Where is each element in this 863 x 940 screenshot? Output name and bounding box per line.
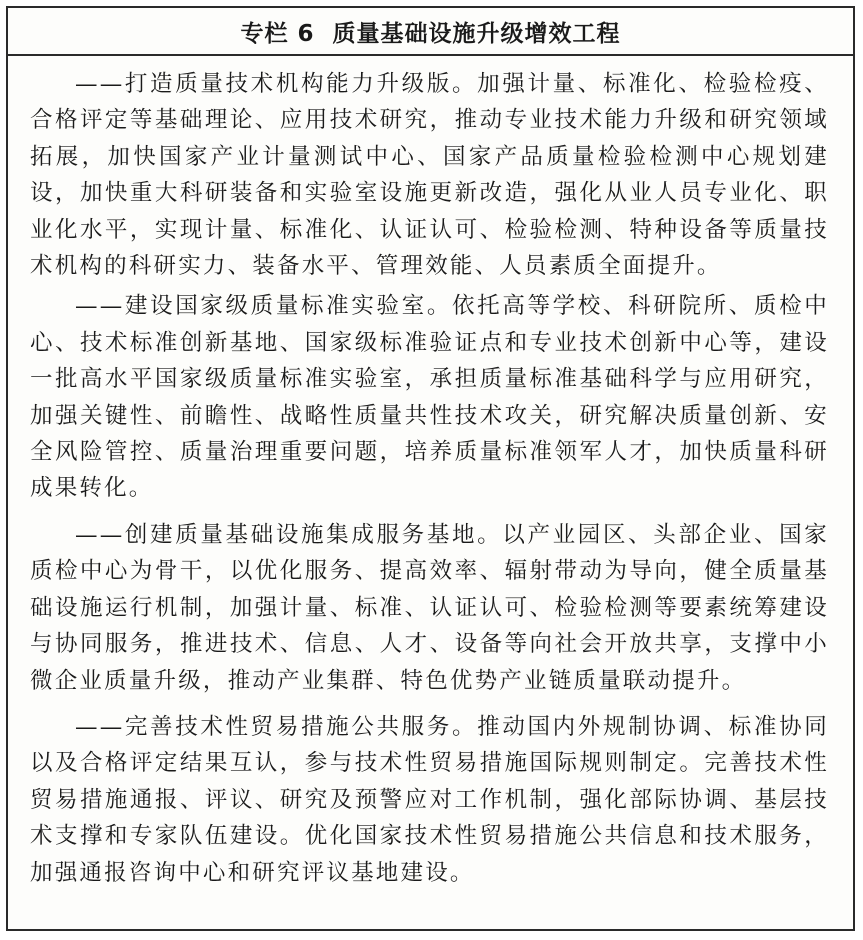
- column-label: 专栏 6: [240, 20, 315, 47]
- paragraph-2: ——建设国家级质量标准实验室。依托高等学校、科研院所、质检中心、技术标准创新基地、国家级标准验证点和专业技术创新中心等，建设一批高水平国家级质量标准实验室，承担质量标准基础科学与应用研究，加强关键性、前瞻性、战略性质量共性技术攻关，研究解决质量创新、安全风险管控、质量治理重要问题，培养质量标准领军人才，加快质量科研成果转化。: [30, 293, 829, 502]
- paragraph-3: ——创建质量基础设施集成服务基地。以产业园区、头部企业、国家质检中心为骨干，以优化服务、提高效率、辐射带动为导向，健全质量基础设施运行机制，加强计量、标准、认证认可、检验检测等要素统筹建设与协同服务，推进技术、信息、人才、设备等向社会开放共享，支撑中小微企业质量升级，推动产业集群、特色优势产业链质量联动提升。: [30, 521, 829, 694]
- title-bar: [8, 8, 853, 56]
- paragraph-1: ——打造质量技术机构能力升级版。加强计量、标准化、检验检疫、合格评定等基础理论、应用技术研究，推动专业技术能力升级和研究领域拓展，加快国家产业计量测试中心、国家产品质量检验检测中心规划建设，加快重大科研装备和实验室设施更新改造，强化从业人员专业化、职业化水平，实现计量、标准化、认证认可、检验检测、特种设备等质量技术机构的科研实力、装备水平、管理效能、人员素质全面提升。: [30, 71, 829, 280]
- column-box: [6, 6, 855, 931]
- title-text: 质量基础设施升级增效工程: [332, 20, 621, 47]
- box-title: [240, 15, 620, 48]
- box-content: [8, 56, 853, 891]
- paragraph-4: ——完善技术性贸易措施公共服务。推动国内外规制协调、标准协同以及合格评定结果互认，参与技术性贸易措施国际规则制定。完善技术性贸易措施通报、评议、研究及预警应对工作机制，强化部际协调、基层技术支撑和专家队伍建设。优化国家技术性贸易措施公共信息和技术服务，加强通报咨询中心和研究评议基地建设。: [30, 713, 829, 886]
